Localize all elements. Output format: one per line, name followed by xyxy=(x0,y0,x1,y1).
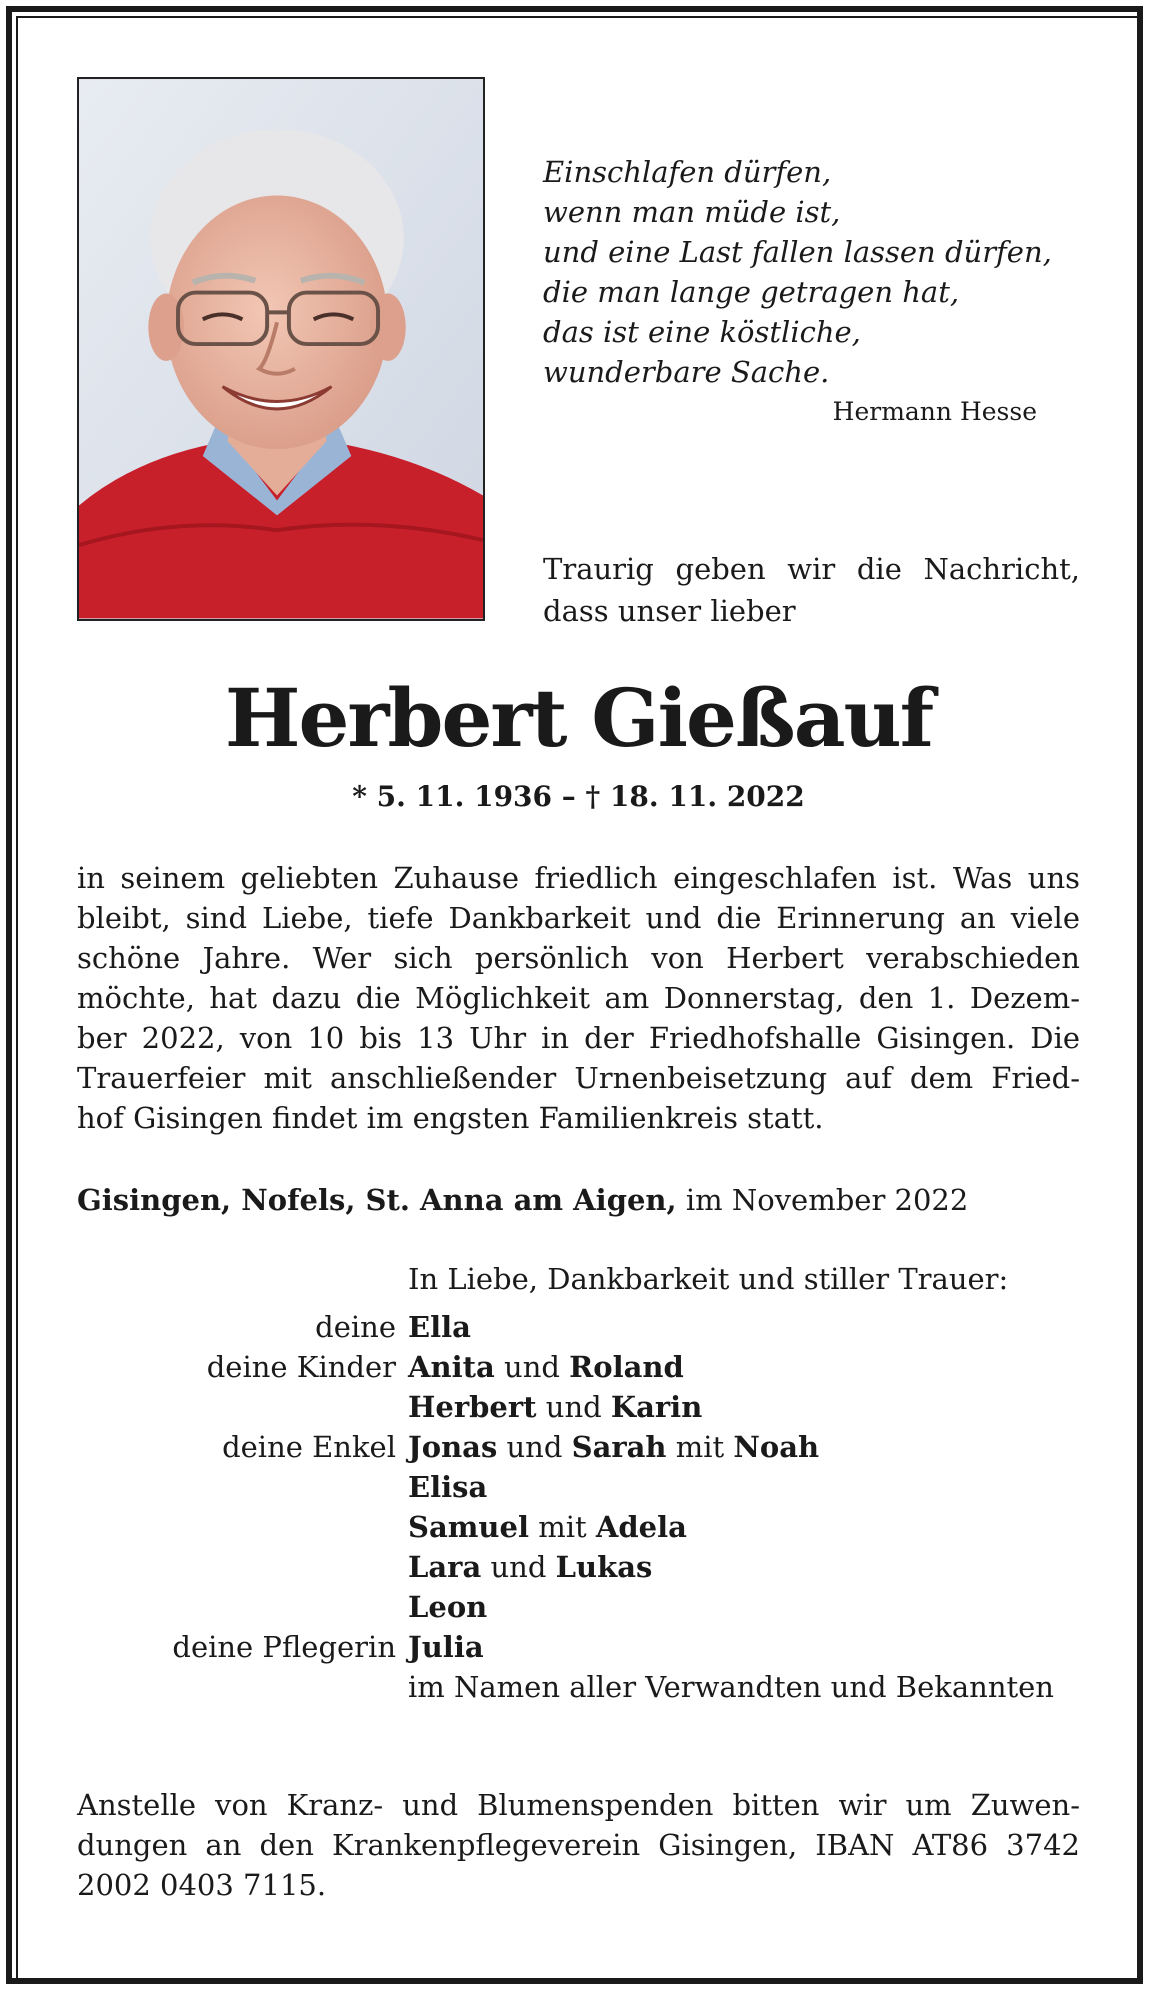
hesse-quote xyxy=(543,152,1083,432)
relation-label: deine xyxy=(315,1310,396,1344)
mourner-row xyxy=(0,1427,1157,1467)
mourner-name: Sarah xyxy=(571,1430,667,1464)
mourner-name: Anita xyxy=(408,1350,495,1384)
place-and-date xyxy=(77,1179,968,1221)
connector: und xyxy=(536,1390,611,1424)
quote-line: und eine Last fallen lassen dürfen, xyxy=(543,235,1052,269)
relation-label: deine Pflegerin xyxy=(172,1630,396,1664)
mourner-name: Adela xyxy=(595,1510,687,1544)
mourner-name: Noah xyxy=(733,1430,820,1464)
body-line: Trauerfeier mit anschließender Urnenbeisetzung auf dem Fried- xyxy=(77,1061,1080,1095)
donation-note xyxy=(77,1785,1080,1905)
mourner-name: Elisa xyxy=(408,1470,488,1504)
life-dates: * 5. 11. 1936 – † 18. 11. 2022 xyxy=(352,780,805,813)
month-year: im November 2022 xyxy=(676,1183,969,1217)
portrait-photo xyxy=(77,77,485,621)
announcement-intro xyxy=(543,548,1080,632)
relation-label: deine Kinder xyxy=(206,1350,396,1384)
body-line: schöne Jahre. Wer sich persönlich von Herbert verabschieden xyxy=(77,941,1080,975)
mourners-intro: In Liebe, Dankbarkeit und stiller Trauer: xyxy=(408,1262,1009,1296)
mourner-name: Roland xyxy=(569,1350,684,1384)
intro-line: dass unser lieber xyxy=(543,594,796,628)
quote-line: wunderbare Sache. xyxy=(543,355,830,389)
mourner-row xyxy=(0,1627,1157,1667)
quote-line: wenn man müde ist, xyxy=(543,195,841,229)
footer-line: 2002 0403 7115. xyxy=(77,1868,327,1902)
connector: und xyxy=(497,1430,572,1464)
mourner-name: Leon xyxy=(408,1590,488,1624)
place-names: Gisingen, Nofels, St. Anna am Aigen, xyxy=(77,1183,677,1217)
closing-line: im Namen aller Verwandten und Bekannten xyxy=(408,1670,1054,1704)
mourner-name: Lukas xyxy=(555,1550,653,1584)
mourner-name: Ella xyxy=(408,1310,471,1344)
mourner-name: Samuel xyxy=(408,1510,529,1544)
body-line: bleibt, sind Liebe, tiefe Dankbarkeit und die Erinnerung an viele xyxy=(77,901,1080,935)
connector: mit xyxy=(666,1430,734,1464)
quote-line: das ist eine köstliche, xyxy=(543,315,861,349)
body-line: möchte, hat dazu die Möglichkeit am Donnerstag, den 1. Dezem- xyxy=(77,981,1080,1015)
mourner-name: Karin xyxy=(610,1390,703,1424)
body-line: hof Gisingen findet im engsten Familienkreis statt. xyxy=(77,1101,824,1135)
mourner-row xyxy=(0,1307,1157,1347)
body-line: ber 2022, von 10 bis 13 Uhr in der Friedhofshalle Gisingen. Die xyxy=(77,1021,1080,1055)
mourner-row xyxy=(0,1387,1157,1427)
mourner-row xyxy=(0,1507,1157,1547)
footer-line: dungen an den Krankenpflegeverein Gisingen, IBAN AT86 3742 xyxy=(77,1828,1080,1862)
mourner-row xyxy=(0,1547,1157,1587)
mourner-row xyxy=(0,1347,1157,1387)
body-line: in seinem geliebten Zuhause friedlich eingeschlafen ist. Was uns xyxy=(77,861,1080,895)
mourner-name: Herbert xyxy=(408,1390,537,1424)
footer-line: Anstelle von Kranz- und Blumenspenden bitten wir um Zuwen- xyxy=(77,1788,1080,1822)
connector: mit xyxy=(528,1510,596,1544)
connector: und xyxy=(481,1550,556,1584)
intro-line: Traurig geben wir die Nachricht, xyxy=(543,552,1080,586)
mourner-row xyxy=(0,1667,1157,1707)
connector: und xyxy=(494,1350,570,1384)
mourner-name: Julia xyxy=(408,1630,484,1664)
quote-line: die man lange getragen hat, xyxy=(543,275,960,309)
deceased-name: Herbert Gießauf xyxy=(224,671,933,765)
mourners-list xyxy=(0,1307,1157,1707)
mourner-row xyxy=(0,1587,1157,1627)
mourner-name: Jonas xyxy=(408,1430,498,1464)
obituary-text xyxy=(77,858,1080,1138)
mourner-name: Lara xyxy=(408,1550,482,1584)
quote-author: Hermann Hesse xyxy=(832,397,1037,426)
mourner-row xyxy=(0,1467,1157,1507)
relation-label: deine Enkel xyxy=(222,1430,396,1464)
quote-line: Einschlafen dürfen, xyxy=(543,155,832,189)
